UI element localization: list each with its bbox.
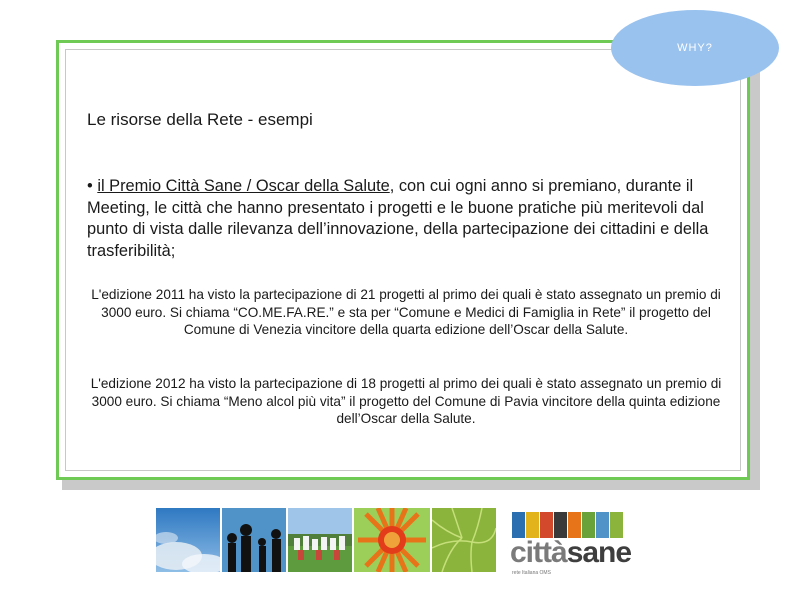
- edition-2011-paragraph: L'edizione 2011 ha visto la partecipazione di 21 progetti al primo dei quali è stato assegnato un premio di 3000 euro. Si chiama “CO.ME.FA.RE.” e sta per “Comune e Medici di Famiglia in Rete” il progetto del Comune di Venezia vincitore della quarta edizione dell’Oscar della Salute.: [91, 287, 721, 338]
- group-photo-image: [288, 508, 352, 572]
- sun-image: [354, 508, 430, 572]
- sky-image: [156, 508, 220, 572]
- citta-sane-logo: [510, 512, 630, 578]
- edition-2012-paragraph: L'edizione 2012 ha visto la partecipazione di 18 progetti al primo dei quali è stato assegnato un premio di 3000 euro. Si chiama “Meno alcol più vita” il progetto del Comune di Pavia vincitore della quinta edizione dell’Oscar della Salute.: [90, 376, 722, 427]
- logo-text-sane: sane: [566, 536, 632, 569]
- bullet-marker: •: [87, 177, 93, 195]
- people-silhouettes-image: [222, 508, 286, 572]
- logo-wordmark: [510, 536, 631, 570]
- bullet-text: , con cui ogni anno si premiano, durante il Meeting, le città che hanno presentato i progetti e le buone pratiche più meritevoli dal punto di vista dalle rilevanza dell’innovazione, della partecipazione dei cittadini e della trasferibilità;: [87, 177, 709, 260]
- leaf-image: [432, 508, 496, 572]
- logo-text-citta: città: [510, 536, 567, 569]
- why-badge[interactable]: WHY?: [611, 10, 779, 86]
- logo-subtitle: rete Italiana OMS: [512, 570, 551, 576]
- premio-link[interactable]: il Premio Città Sane / Oscar della Salute: [97, 177, 390, 195]
- slide-title: Le risorse della Rete - esempi: [87, 110, 313, 129]
- bullet-paragraph: [87, 176, 727, 262]
